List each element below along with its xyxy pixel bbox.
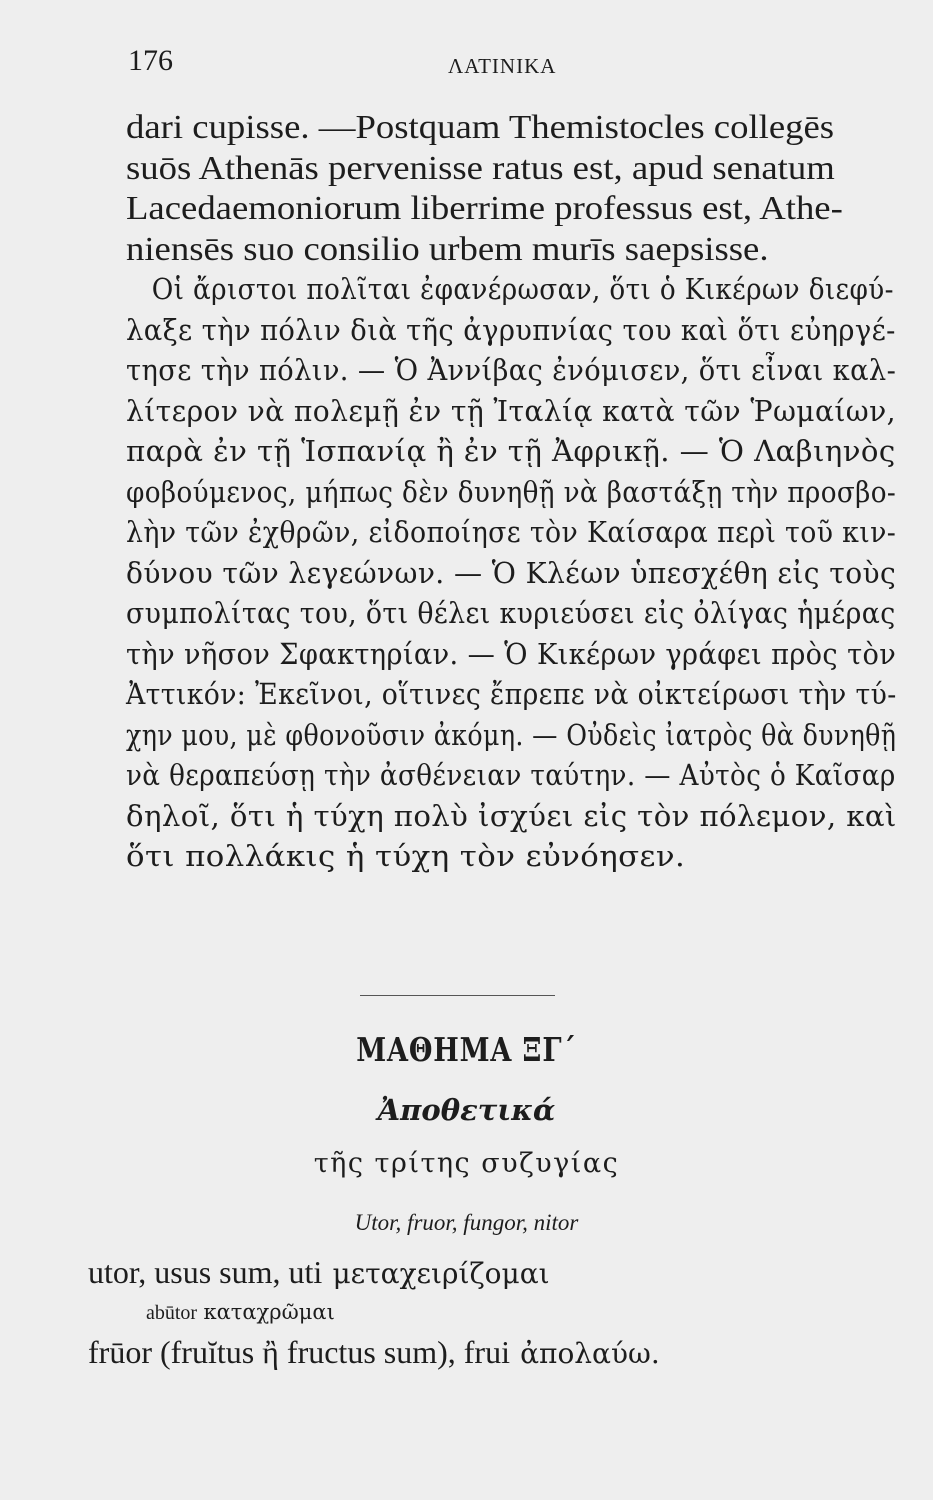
vocabulary-list: [88, 1252, 888, 1372]
text-line: Lacedaemoniorum liberrime professus est, Athe-: [126, 190, 843, 227]
vocab-greek: ἀπολαύω.: [520, 1337, 660, 1370]
text-line: νὰ θεραπεύσῃ τὴν ἀσθένειαν ταύτην. — Αὐτὸς ὁ Καῖσαρ: [126, 759, 896, 792]
text-line: δύνου τῶν λεγεώνων. — Ὁ Κλέων ὑπεσχέθη εἰς τοὺς: [126, 556, 897, 590]
text-line: λαξε τὴν πόλιν διὰ τῆς ἀγρυπνίας του καὶ ὅτι εὐηργέ-: [126, 313, 896, 347]
vocab-greek: μεταχειρίζομαι: [332, 1257, 550, 1290]
vocab-latin: abūtor: [146, 1302, 198, 1324]
text-line: ὅτι πολλάκις ἡ τύχη τὸν εὐνόησεν.: [126, 840, 686, 873]
vocab-entry: [88, 1252, 888, 1292]
vocab-entry: [88, 1292, 888, 1332]
vocab-latin: frūor (fruĭtus ἢ fructus sum), frui: [88, 1334, 510, 1370]
vocab-entry: [88, 1332, 888, 1372]
text-line: Ἀττικόν: Ἐκεῖνοι, οἵτινες ἔπρεπε νὰ οἰκτείρωσι τὴν τύ-: [126, 678, 897, 711]
text-line: τησε τὴν πόλιν. — Ὁ Ἀννίβας ἐνόμισεν, ὅτι εἶναι καλ-: [126, 354, 897, 387]
vocab-latin: utor, usus sum, uti: [88, 1254, 323, 1290]
text-line: δηλοῖ, ὅτι ἡ τύχη πολὺ ἰσχύει εἰς τὸν πόλεμον, καὶ: [126, 799, 897, 833]
text-line: λὴν τῶν ἐχθρῶν, εἰδοποίησε τὸν Καίσαρα περὶ τοῦ κιν-: [126, 516, 897, 549]
text-line: Οἱ ἄριστοι πολῖται ἐφανέρωσαν, ὅτι ὁ Κικέρων διεφύ-: [151, 273, 894, 306]
text-line: suōs Athenās pervenisse ratus est, apud senatum: [126, 149, 835, 187]
text-line: dari cupisse. —Postquam Themistocles collegēs: [126, 109, 835, 146]
running-title: ΛΑΤΙΝΙΚΑ: [448, 54, 557, 78]
body-text: [126, 108, 901, 878]
lesson-title: ΜΑΘΗΜΑ ΞΓ΄: [356, 1030, 577, 1069]
text-line: χην μου, μὲ φθονοῦσιν ἀκόμη. — Οὐδεὶς ἰατρὸς θὰ δυνηθῇ: [126, 718, 897, 752]
page-number: 176: [128, 44, 173, 77]
lesson-verbs: Utor, fruor, fungor, nitor: [354, 1210, 579, 1235]
section-divider: [360, 995, 555, 996]
text-line: λίτερον νὰ πολεμῇ ἐν τῇ Ἰταλίᾳ κατὰ τῶν Ῥωμαίων,: [126, 394, 896, 428]
text-line: τὴν νῆσον Σφακτηρίαν. — Ὁ Κικέρων γράφει πρὸς τὸν: [126, 637, 897, 671]
text-line: φοβούμενος, μήπως δὲν δυνηθῇ νὰ βαστάξῃ τὴν προσβο-: [126, 475, 897, 509]
text-line: παρὰ ἐν τῇ Ἱσπανίᾳ ἢ ἐν τῇ Ἀφρικῇ. — Ὁ Λαβιηνὸς: [126, 435, 896, 468]
running-head: [128, 44, 888, 84]
vocab-greek: καταχρῶμαι: [203, 1300, 335, 1324]
text-line: niensēs suo consilio urbem murīs saepsisse.: [126, 230, 769, 268]
lesson-subtitle-conjugation: τῆς τρίτης συζυγίας: [313, 1148, 620, 1179]
text-line: συμπολίτας του, ὅτι θέλει κυριεύσει εἰς ὀλίγας ἡμέρας: [126, 597, 896, 630]
lesson-subtitle: Ἀποθετικά: [377, 1093, 556, 1127]
